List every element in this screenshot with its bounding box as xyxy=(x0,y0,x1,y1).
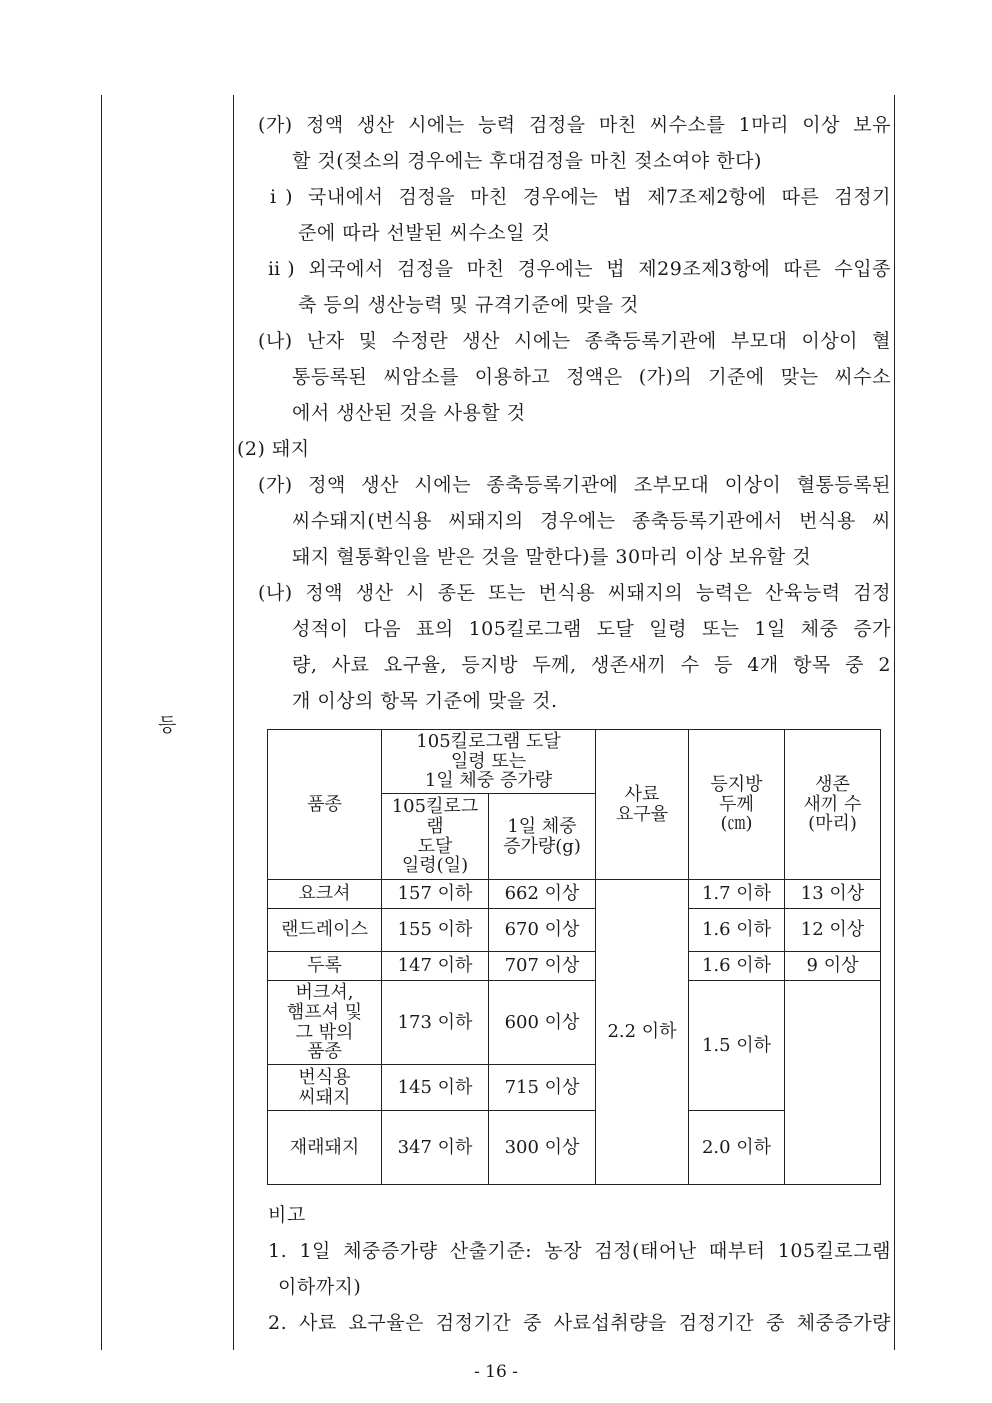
body-line: 에서 생산된 것을 사용할 것 xyxy=(292,402,526,424)
backfat-cell: 1.7 이하 xyxy=(689,880,785,909)
body-line: ⅱ) 외국에서 검정을 마친 경우에는 법 제29조제3항에 따른 수입종 xyxy=(268,258,891,280)
header-litter-size: 생존 새끼 수 (마리) xyxy=(785,730,881,880)
litter-cell: 12 이상 xyxy=(785,909,881,952)
table-row xyxy=(268,981,881,1065)
note-line: 1. 1일 체중증가량 산출기준: 농장 검정(태어난 때부터 105킬로그램 xyxy=(268,1240,891,1262)
breed-cell: 랜드레이스 xyxy=(268,909,382,952)
note-line: 이하까지) xyxy=(278,1276,362,1298)
breed-cell: 요크셔 xyxy=(268,880,382,909)
breed-cell: 버크셔, 햄프셔 및 그 밖의 품종 xyxy=(268,981,382,1065)
days-cell: 145 이하 xyxy=(382,1065,489,1111)
breed-cell: 두록 xyxy=(268,952,382,981)
body-line: 할 것(젖소의 경우에는 후대검정을 마친 젖소여야 한다) xyxy=(292,150,762,172)
body-line: 준에 따라 선발된 씨수소일 것 xyxy=(298,222,551,244)
page-number: - 16 - xyxy=(474,1362,518,1382)
backfat-cell: 2.0 이하 xyxy=(689,1111,785,1185)
gain-cell: 670 이상 xyxy=(489,909,596,952)
right-border-line xyxy=(894,95,895,1350)
header-feed-ratio: 사료 요구율 xyxy=(596,730,689,880)
body-line: (가) 정액 생산 시에는 종축등록기관에 조부모대 이상이 혈통등록된 xyxy=(258,474,891,496)
body-line: (나) 난자 및 수정란 생산 시에는 종축등록기관에 부모대 이상이 혈 xyxy=(258,330,891,352)
header-daily-gain: 1일 체중 증가량(g) xyxy=(489,794,596,880)
litter-cell-empty xyxy=(785,981,881,1185)
days-cell: 173 이하 xyxy=(382,981,489,1065)
body-line: (가) 정액 생산 시에는 능력 검정을 마친 씨수소를 1마리 이상 보유 xyxy=(258,114,891,136)
header-breed: 품종 xyxy=(268,730,382,880)
body-line: 통등록된 씨암소를 이용하고 정액은 (가)의 기준에 맞는 씨수소 xyxy=(292,366,891,388)
backfat-cell: 1.6 이하 xyxy=(689,952,785,981)
pig-performance-table xyxy=(267,729,881,1185)
gain-cell: 707 이상 xyxy=(489,952,596,981)
breed-cell: 재래돼지 xyxy=(268,1111,382,1185)
body-line: 씨수돼지(번식용 씨돼지의 경우에는 종축등록기관에서 번식용 씨 xyxy=(292,510,891,532)
gain-cell: 662 이상 xyxy=(489,880,596,909)
backfat-cell: 1.6 이하 xyxy=(689,909,785,952)
gain-cell: 300 이상 xyxy=(489,1111,596,1185)
gain-cell: 715 이상 xyxy=(489,1065,596,1111)
body-line: (나) 정액 생산 시 종돈 또는 번식용 씨돼지의 능력은 산육능력 검정 xyxy=(258,582,891,604)
days-cell: 155 이하 xyxy=(382,909,489,952)
header-days-to-105kg: 105킬로그 램 도달 일령(일) xyxy=(382,794,489,880)
litter-cell: 9 이상 xyxy=(785,952,881,981)
side-label: 등 xyxy=(158,714,177,736)
section-heading: (2) 돼지 xyxy=(237,438,310,460)
feed-ratio-cell: 2.2 이하 xyxy=(596,880,689,1185)
header-backfat: 등지방 두께 (㎝) xyxy=(689,730,785,880)
body-line: 축 등의 생산능력 및 규격기준에 맞을 것 xyxy=(298,294,639,316)
table-row xyxy=(268,880,881,909)
gain-cell: 600 이상 xyxy=(489,981,596,1065)
notes-heading: 비고 xyxy=(268,1204,306,1226)
days-cell: 157 이하 xyxy=(382,880,489,909)
table-row xyxy=(268,952,881,981)
litter-cell: 13 이상 xyxy=(785,880,881,909)
days-cell: 347 이하 xyxy=(382,1111,489,1185)
left-border-line xyxy=(101,95,102,1350)
body-line: 성적이 다음 표의 105킬로그램 도달 일령 또는 1일 체중 증가 xyxy=(292,618,891,640)
body-line: 개 이상의 항목 기준에 맞을 것. xyxy=(292,690,558,712)
days-cell: 147 이하 xyxy=(382,952,489,981)
body-line: 돼지 혈통확인을 받은 것을 말한다)를 30마리 이상 보유할 것 xyxy=(292,546,812,568)
backfat-cell: 1.5 이하 xyxy=(689,981,785,1111)
column-divider-line xyxy=(233,95,234,1350)
body-line: ⅰ) 국내에서 검정을 마친 경우에는 법 제7조제2항에 따른 검정기 xyxy=(270,186,891,208)
breed-cell: 번식용 씨돼지 xyxy=(268,1065,382,1111)
header-growth-group: 105킬로그램 도달 일령 또는 1일 체중 증가량 xyxy=(382,730,596,794)
note-line: 2. 사료 요구율은 검정기간 중 사료섭취량을 검정기간 중 체중증가량 xyxy=(268,1312,891,1334)
body-line: 량, 사료 요구율, 등지방 두께, 생존새끼 수 등 4개 항목 중 2 xyxy=(292,654,891,676)
table-row xyxy=(268,909,881,952)
